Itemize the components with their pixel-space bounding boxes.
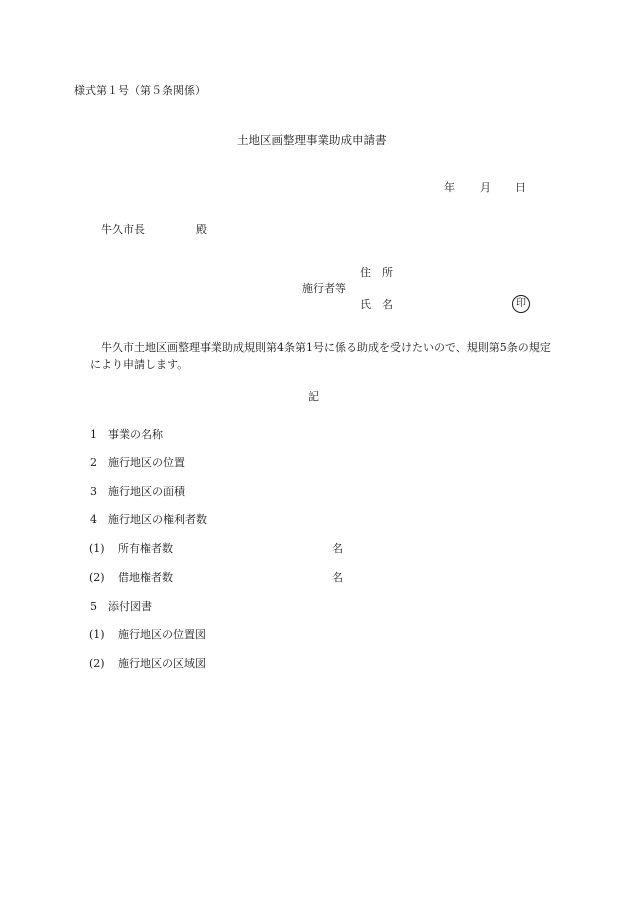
form-number: 様式第１号（第５条関係） [74,84,206,97]
item-number: 4 [90,513,97,526]
date-day-label: 日 [515,181,526,194]
subitem-number: (2) [89,571,105,584]
subitem-number: (1) [89,542,105,555]
item-label: 事業の名称 [108,428,163,441]
date-month-label: 月 [480,181,491,194]
subitem-number: (1) [89,628,105,641]
item-number: 5 [90,600,97,613]
applicant-name-label: 氏 名 [360,298,393,311]
addressee-honorific: 殿 [196,223,207,236]
record-heading: 記 [308,390,319,403]
subitem-label: 所有権者数 [118,542,173,555]
date-year-label: 年 [444,181,455,194]
item-number: 1 [90,428,97,441]
subitem-label: 施行地区の区域図 [118,657,206,670]
subitem-unit: 名 [332,542,343,555]
item-label: 添付図書 [108,600,152,613]
subitem-unit: 名 [332,571,343,584]
item-label: 施行地区の面積 [108,485,185,498]
body-paragraph: 牛久市土地区画整理事業助成規則第4条第1号に係る助成を受けたいので、規則第5条の規定により申請します。 [90,341,551,371]
subitem-label: 借地権者数 [118,571,173,584]
subitem-label: 施行地区の位置図 [118,628,206,641]
applicant-address-label: 住 所 [360,266,393,279]
item-number: 3 [90,485,97,498]
document-title: 土地区画整理事業助成申請書 [237,133,387,147]
item-number: 2 [90,456,97,469]
subitem-number: (2) [89,657,105,670]
item-label: 施行地区の位置 [108,456,185,469]
seal-mark: 印 [512,295,530,313]
item-label: 施行地区の権利者数 [108,513,207,526]
addressee-name: 牛久市長 [101,223,145,236]
applicant-group-label: 施行者等 [302,282,346,295]
